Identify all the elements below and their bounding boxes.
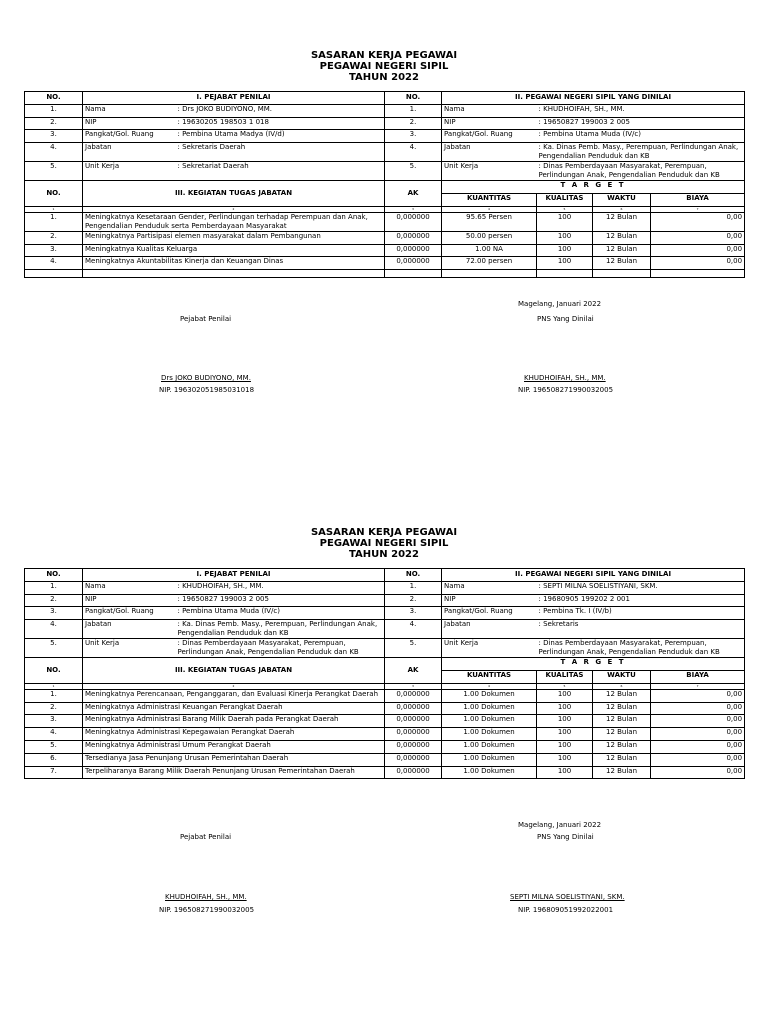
task-rows xyxy=(25,689,745,779)
task-waktu: 12 Bulan xyxy=(593,244,651,257)
task-kegiatan: Meningkatnya Administrasi Keuangan Perangkat Daerah xyxy=(83,702,385,715)
task-header-target: T A R G E T xyxy=(442,181,745,194)
title-line-1: SASARAN KERJA PEGAWAI xyxy=(310,527,458,538)
task-row xyxy=(25,766,745,779)
task-header-target: T A R G E T xyxy=(442,658,745,671)
task-number: 1. xyxy=(25,212,83,231)
task-kualitas: 100 xyxy=(537,702,593,715)
task-header-kuantitas: KUANTITAS xyxy=(442,193,537,206)
task-row xyxy=(25,257,745,270)
field-label: Jabatan xyxy=(442,620,537,639)
task-number: 4. xyxy=(25,728,83,741)
task-waktu: 12 Bulan xyxy=(593,728,651,741)
field-label: Nama xyxy=(83,104,176,117)
task-kegiatan: Meningkatnya Administrasi Umum Perangkat Daerah xyxy=(83,740,385,753)
col-number: 2 xyxy=(83,206,385,212)
field-label: Nama xyxy=(83,581,176,594)
task-number: 1. xyxy=(25,689,83,702)
field-label: Jabatan xyxy=(83,143,176,162)
row-number: 4. xyxy=(385,143,442,162)
title-line-3: TAHUN 2022 xyxy=(349,549,419,560)
left-role: Pejabat Penilai xyxy=(180,833,232,841)
task-biaya: 0,00 xyxy=(651,753,745,766)
task-header-ak: AK xyxy=(385,658,442,684)
right-role: PNS Yang Dinilai xyxy=(537,833,594,841)
task-header-waktu: WAKTU xyxy=(593,193,651,206)
task-waktu: 12 Bulan xyxy=(593,715,651,728)
task-waktu: 12 Bulan xyxy=(593,766,651,779)
field-label: Nama xyxy=(442,581,537,594)
field-label: Unit Kerja xyxy=(442,162,537,181)
identity-row xyxy=(25,117,745,130)
field-value: : Ka. Dinas Pemb. Masy., Perempuan, Perlindungan Anak, Pengendalian Penduduk dan KB xyxy=(176,620,385,639)
task-biaya: 0,00 xyxy=(651,257,745,270)
task-waktu: 12 Bulan xyxy=(593,702,651,715)
task-kuantitas: 1.00 Dokumen xyxy=(442,740,537,753)
skp-form-2 xyxy=(24,527,744,779)
field-label: Jabatan xyxy=(442,143,537,162)
row-number: 1. xyxy=(385,104,442,117)
left-signatory-nip: NIP. 196508271990032005 xyxy=(159,906,255,914)
task-kuantitas: 72.00 persen xyxy=(442,257,537,270)
task-waktu: 12 Bulan xyxy=(593,689,651,702)
task-row xyxy=(25,740,745,753)
field-value: : 19650827 199003 2 005 xyxy=(537,117,745,130)
task-kuantitas: 1.00 Dokumen xyxy=(442,715,537,728)
row-number: 3. xyxy=(25,130,83,143)
field-value: : Pembina Utama Madya (IV/d) xyxy=(176,130,385,143)
field-value: : KHUDHOIFAH, SH., MM. xyxy=(176,581,385,594)
task-row xyxy=(25,728,745,741)
skp-form-1 xyxy=(24,50,744,278)
col-number: 4 xyxy=(442,206,537,212)
field-label: NIP xyxy=(83,117,176,130)
task-biaya: 0,00 xyxy=(651,212,745,231)
task-ak: 0,000000 xyxy=(385,766,442,779)
field-label: Unit Kerja xyxy=(83,162,176,181)
task-number: 4. xyxy=(25,257,83,270)
row-number: 4. xyxy=(25,620,83,639)
right-signatory-nip: NIP. 196809051992022001 xyxy=(518,906,614,914)
task-biaya: 0,00 xyxy=(651,231,745,244)
task-kualitas: 100 xyxy=(537,766,593,779)
row-number: 4. xyxy=(25,143,83,162)
task-biaya: 0,00 xyxy=(651,702,745,715)
task-kualitas: 100 xyxy=(537,753,593,766)
col-number: 2 xyxy=(83,683,385,689)
field-label: NIP xyxy=(83,594,176,607)
task-kualitas: 100 xyxy=(537,231,593,244)
task-ak: 0,000000 xyxy=(385,257,442,270)
row-number: 1. xyxy=(25,104,83,117)
identity-row xyxy=(25,639,745,658)
task-kuantitas: 95.65 Persen xyxy=(442,212,537,231)
field-value: : Drs JOKO BUDIYONO, MM. xyxy=(176,104,385,117)
task-header-biaya: BIAYA xyxy=(651,193,745,206)
field-label: NIP xyxy=(442,117,537,130)
task-kualitas: 100 xyxy=(537,257,593,270)
task-waktu: 12 Bulan xyxy=(593,740,651,753)
row-number: 2. xyxy=(385,594,442,607)
row-number: 3. xyxy=(25,607,83,620)
identity-row xyxy=(25,594,745,607)
task-number: 3. xyxy=(25,715,83,728)
identity-row xyxy=(25,143,745,162)
field-value: : Sekretaris xyxy=(537,620,745,639)
task-kegiatan: Meningkatnya Administrasi Barang Milik Daerah pada Perangkat Daerah xyxy=(83,715,385,728)
task-kuantitas: 1.00 NA xyxy=(442,244,537,257)
field-value: : Pembina Tk. I (IV/b) xyxy=(537,607,745,620)
field-value: : 19650827 199003 2 005 xyxy=(176,594,385,607)
task-waktu: 12 Bulan xyxy=(593,753,651,766)
task-header-no: NO. xyxy=(25,181,83,207)
blank-row xyxy=(25,270,745,278)
field-label: Nama xyxy=(442,104,537,117)
task-kegiatan: Meningkatnya Administrasi Kepegawaian Perangkat Daerah xyxy=(83,728,385,741)
task-ak: 0,000000 xyxy=(385,753,442,766)
task-header-kuantitas: KUANTITAS xyxy=(442,670,537,683)
identity-row xyxy=(25,607,745,620)
field-label: NIP xyxy=(442,594,537,607)
task-number: 5. xyxy=(25,740,83,753)
field-label: Pangkat/Gol. Ruang xyxy=(442,607,537,620)
col-number: 1 xyxy=(25,683,83,689)
header-dinilai: II. PEGAWAI NEGERI SIPIL YANG DINILAI xyxy=(442,92,745,105)
task-biaya: 0,00 xyxy=(651,740,745,753)
identity-header-row xyxy=(25,569,745,582)
task-ak: 0,000000 xyxy=(385,702,442,715)
task-biaya: 0,00 xyxy=(651,766,745,779)
col-number: 3 xyxy=(385,683,442,689)
task-header-kualitas: KUALITAS xyxy=(537,193,593,206)
task-biaya: 0,00 xyxy=(651,689,745,702)
task-ak: 0,000000 xyxy=(385,212,442,231)
field-value: : Pembina Utama Muda (IV/c) xyxy=(537,130,745,143)
task-kuantitas: 1.00 Dokumen xyxy=(442,766,537,779)
task-header-kegiatan: III. KEGIATAN TUGAS JABATAN xyxy=(83,181,385,207)
task-header-row xyxy=(25,658,745,671)
task-kegiatan: Tersedianya Jasa Penunjang Urusan Pemerintahan Daerah xyxy=(83,753,385,766)
task-kegiatan: Terpeliharanya Barang Milik Daerah Penunjang Urusan Pemerintahan Daerah xyxy=(83,766,385,779)
task-ak: 0,000000 xyxy=(385,715,442,728)
field-label: Jabatan xyxy=(83,620,176,639)
field-value: : Pembina Utama Muda (IV/c) xyxy=(176,607,385,620)
field-value: : 19630205 198503 1 018 xyxy=(176,117,385,130)
field-value: : SEPTI MILNA SOELISTIYANI, SKM. xyxy=(537,581,745,594)
title-line-2: PEGAWAI NEGERI SIPIL xyxy=(319,61,449,72)
row-number: 5. xyxy=(25,162,83,181)
task-rows xyxy=(25,212,745,269)
left-signatory-name: Drs JOKO BUDIYONO, MM. xyxy=(161,374,251,382)
right-signatory-name: SEPTI MILNA SOELISTIYANI, SKM. xyxy=(510,893,625,901)
task-ak: 0,000000 xyxy=(385,689,442,702)
task-waktu: 12 Bulan xyxy=(593,212,651,231)
task-row xyxy=(25,231,745,244)
field-value: : Dinas Pemberdayaan Masyarakat, Perempuan, Perlindungan Anak, Pengendalian Penduduk dan KB xyxy=(537,162,745,181)
col-number: 7 xyxy=(651,206,745,212)
field-label: Pangkat/Gol. Ruang xyxy=(83,130,176,143)
field-value: : Ka. Dinas Pemb. Masy., Perempuan, Perlindungan Anak, Pengendalian Penduduk dan KB xyxy=(537,143,745,162)
field-label: Unit Kerja xyxy=(442,639,537,658)
col-number: 3 xyxy=(385,206,442,212)
left-signatory-name: KHUDHOIFAH, SH., MM. xyxy=(165,893,247,901)
field-value: : Sekretariat Daerah xyxy=(176,162,385,181)
task-header-row xyxy=(25,181,745,194)
task-waktu: 12 Bulan xyxy=(593,231,651,244)
col-number: 5 xyxy=(537,683,593,689)
task-kuantitas: 50.00 persen xyxy=(442,231,537,244)
row-number: 1. xyxy=(25,581,83,594)
task-header-ak: AK xyxy=(385,181,442,207)
task-number: 7. xyxy=(25,766,83,779)
field-value: : KHUDHOIFAH, SH., MM. xyxy=(537,104,745,117)
field-value: : 19680905 199202 2 001 xyxy=(537,594,745,607)
row-number: 3. xyxy=(385,130,442,143)
task-kualitas: 100 xyxy=(537,689,593,702)
row-number: 2. xyxy=(385,117,442,130)
identity-row xyxy=(25,130,745,143)
task-kuantitas: 1.00 Dokumen xyxy=(442,689,537,702)
task-kuantitas: 1.00 Dokumen xyxy=(442,728,537,741)
col-number: 7 xyxy=(651,683,745,689)
task-kualitas: 100 xyxy=(537,740,593,753)
col-number: 6 xyxy=(593,683,651,689)
identity-row xyxy=(25,104,745,117)
identity-rows xyxy=(25,581,745,657)
task-waktu: 12 Bulan xyxy=(593,257,651,270)
row-number: 3. xyxy=(385,607,442,620)
task-ak: 0,000000 xyxy=(385,231,442,244)
col-number: 1 xyxy=(25,206,83,212)
header-no: NO. xyxy=(25,569,83,582)
form-title xyxy=(24,527,744,560)
place-date: Magelang, Januari 2022 xyxy=(518,300,602,308)
field-label: Pangkat/Gol. Ruang xyxy=(442,130,537,143)
row-number: 2. xyxy=(25,594,83,607)
skp-table xyxy=(24,568,745,779)
place-date: Magelang, Januari 2022 xyxy=(518,821,602,829)
row-number: 2. xyxy=(25,117,83,130)
identity-rows xyxy=(25,104,745,180)
task-biaya: 0,00 xyxy=(651,244,745,257)
task-kualitas: 100 xyxy=(537,715,593,728)
task-ak: 0,000000 xyxy=(385,740,442,753)
task-kualitas: 100 xyxy=(537,728,593,741)
task-row xyxy=(25,212,745,231)
task-biaya: 0,00 xyxy=(651,715,745,728)
header-dinilai: II. PEGAWAI NEGERI SIPIL YANG DINILAI xyxy=(442,569,745,582)
col-number: 4 xyxy=(442,683,537,689)
field-value: : Dinas Pemberdayaan Masyarakat, Perempuan, Perlindungan Anak, Pengendalian Penduduk dan KB xyxy=(537,639,745,658)
row-number: 4. xyxy=(385,620,442,639)
task-kegiatan: Meningkatnya Perencanaan, Penganggaran, dan Evaluasi Kinerja Perangkat Daerah xyxy=(83,689,385,702)
task-biaya: 0,00 xyxy=(651,728,745,741)
task-header-kegiatan: III. KEGIATAN TUGAS JABATAN xyxy=(83,658,385,684)
row-number: 5. xyxy=(25,639,83,658)
task-header-waktu: WAKTU xyxy=(593,670,651,683)
task-ak: 0,000000 xyxy=(385,728,442,741)
identity-header-row xyxy=(25,92,745,105)
header-no-2: NO. xyxy=(385,92,442,105)
task-header-biaya: BIAYA xyxy=(651,670,745,683)
title-line-1: SASARAN KERJA PEGAWAI xyxy=(310,50,458,61)
task-row xyxy=(25,244,745,257)
task-row xyxy=(25,715,745,728)
task-kegiatan: Meningkatnya Kesetaraan Gender, Perlindungan terhadap Perempuan dan Anak, Pengendalian Penduduk serta Pemberdayaan Masyarakat xyxy=(83,212,385,231)
field-value: : Sekretaris Daerah xyxy=(176,143,385,162)
right-role: PNS Yang Dinilai xyxy=(537,315,594,323)
field-label: Unit Kerja xyxy=(83,639,176,658)
task-header-kualitas: KUALITAS xyxy=(537,670,593,683)
field-label: Pangkat/Gol. Ruang xyxy=(83,607,176,620)
row-number: 1. xyxy=(385,581,442,594)
task-kualitas: 100 xyxy=(537,212,593,231)
task-kegiatan: Meningkatnya Kualitas Keluarga xyxy=(83,244,385,257)
row-number: 5. xyxy=(385,162,442,181)
title-line-2: PEGAWAI NEGERI SIPIL xyxy=(319,538,449,549)
task-kegiatan: Meningkatnya Akuntabilitas Kinerja dan Keuangan Dinas xyxy=(83,257,385,270)
task-row xyxy=(25,702,745,715)
skp-table xyxy=(24,91,745,278)
task-kuantitas: 1.00 Dokumen xyxy=(442,753,537,766)
task-kualitas: 100 xyxy=(537,244,593,257)
form-title xyxy=(24,50,744,83)
right-signatory-name: KHUDHOIFAH, SH., MM. xyxy=(524,374,606,382)
identity-row xyxy=(25,620,745,639)
task-row xyxy=(25,753,745,766)
task-header-no: NO. xyxy=(25,658,83,684)
header-no: NO. xyxy=(25,92,83,105)
left-role: Pejabat Penilai xyxy=(180,315,232,323)
header-no-2: NO. xyxy=(385,569,442,582)
task-ak: 0,000000 xyxy=(385,244,442,257)
identity-row xyxy=(25,162,745,181)
task-kuantitas: 1.00 Dokumen xyxy=(442,702,537,715)
row-number: 5. xyxy=(385,639,442,658)
task-number: 2. xyxy=(25,702,83,715)
task-number: 6. xyxy=(25,753,83,766)
field-value: : Dinas Pemberdayaan Masyarakat, Perempuan, Perlindungan Anak, Pengendalian Penduduk dan KB xyxy=(176,639,385,658)
task-kegiatan: Meningkatnya Partisipasi elemen masyarakat dalam Pembangunan xyxy=(83,231,385,244)
task-number: 2. xyxy=(25,231,83,244)
identity-row xyxy=(25,581,745,594)
col-number: 6 xyxy=(593,206,651,212)
header-penilai: I. PEJABAT PENILAI xyxy=(83,569,385,582)
title-line-3: TAHUN 2022 xyxy=(349,72,419,83)
task-number: 3. xyxy=(25,244,83,257)
left-signatory-nip: NIP. 196302051985031018 xyxy=(159,386,255,394)
right-signatory-nip: NIP. 196508271990032005 xyxy=(518,386,614,394)
header-penilai: I. PEJABAT PENILAI xyxy=(83,92,385,105)
task-row xyxy=(25,689,745,702)
col-number: 5 xyxy=(537,206,593,212)
